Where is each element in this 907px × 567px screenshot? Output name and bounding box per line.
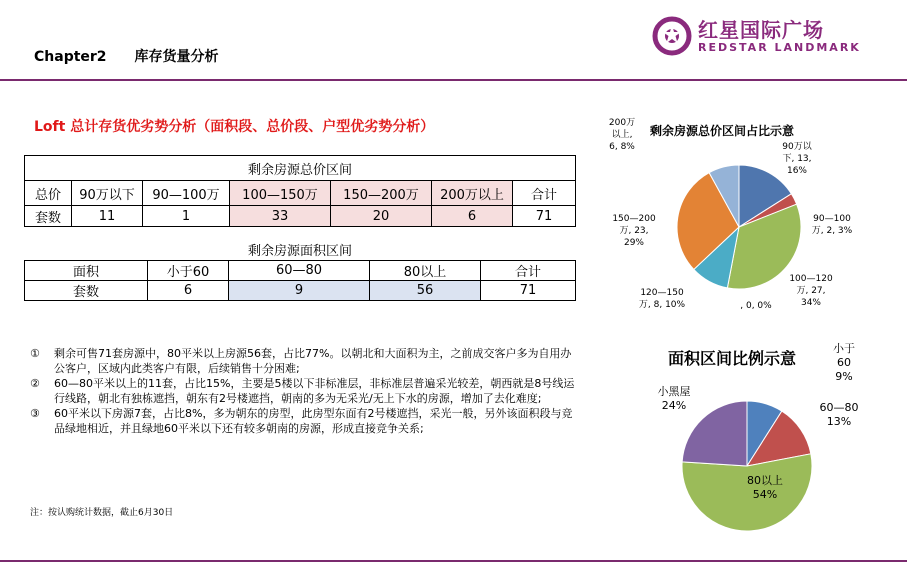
- area-pie-chart: [680, 399, 814, 533]
- price-value-cell: 71: [513, 206, 576, 227]
- price-value-cell: 1: [143, 206, 230, 227]
- area-pie-title: 面积区间比例示意: [668, 349, 797, 368]
- price-label-150-200: 150—200 万, 23, 29%: [612, 214, 656, 248]
- area-header-cell: 80以上: [370, 261, 481, 281]
- area-value-cell: 56: [370, 281, 481, 301]
- price-header-cell: 90万以下: [72, 181, 143, 206]
- note-item: [30, 346, 578, 376]
- area-header-cell: 合计: [481, 261, 576, 281]
- note-number: ①: [30, 347, 40, 360]
- page-title: Chapter2 库存货量分析: [34, 49, 219, 65]
- header-divider: [0, 79, 907, 81]
- price-label-zero: , 0, 0%: [740, 301, 772, 311]
- area-label-80-above: 80以上 54%: [747, 474, 783, 501]
- area-label-small-dark: 小黑屋 24%: [657, 385, 691, 412]
- note-number: ②: [30, 377, 40, 390]
- area-header-cell: 60—80: [229, 261, 370, 281]
- price-row-label: 套数: [25, 206, 72, 227]
- logo-en-text: REDSTAR LANDMARK: [698, 41, 861, 54]
- price-label-120-150: 120—150 万, 8, 10%: [638, 288, 686, 310]
- price-label-below-90: 90万以 下, 13, 16%: [782, 142, 812, 176]
- brand-logo: [652, 14, 882, 60]
- note-text: 60平米以下房源7套，占比8%，多为朝东的房型，此房型东面有2号楼遮挡，采光一般，另外该面积段与竞品绿地相近，并且绿地60平米以下还有较多朝南的房源，形成直接竞争关系;: [54, 407, 573, 435]
- price-header-cell: 200万以上: [432, 181, 513, 206]
- note-text: 60—80平米以上的11套，占比15%，主要是5楼以下非标准层，非标准层普遍采光较差，朝西就是8号线运行线路，朝北有独栋遮挡，朝东有2号楼遮挡，朝南的多为无采光/无上下水的房源，增加了去化难度;: [54, 377, 575, 405]
- area-value-cell: 71: [481, 281, 576, 301]
- area-label-60-80: 60—80 13%: [819, 401, 859, 428]
- note-number: ③: [30, 407, 40, 420]
- note-text: 剩余可售71套房源中，80平米以上房源56套，占比77%。以朝北和大面积为主，之前成交客户多为自用办公客户，区域内此类客户有限，后续销售十分困难;: [54, 347, 572, 375]
- price-header-cell: 90—100万: [143, 181, 230, 206]
- area-range-table: [24, 260, 576, 301]
- area-row-label: 套数: [25, 281, 148, 301]
- area-label-below-60: 小于 60 9%: [833, 342, 855, 383]
- price-pie-chart: [674, 162, 804, 292]
- section-heading: Loft 总计存货优劣势分析（面积段、总价段、户型优劣势分析）: [34, 119, 435, 135]
- price-pie-title: 剩余房源总价区间占比示意: [650, 124, 795, 138]
- footnote: 注：按认购统计数据，截止6月30日: [30, 508, 174, 518]
- price-header-cell: 100—150万: [230, 181, 331, 206]
- footer-divider: [0, 560, 907, 562]
- price-label-200-above: 200万 以上, 6, 8%: [608, 118, 636, 152]
- area-header-cell: 面积: [25, 261, 148, 281]
- note-item: [30, 406, 578, 436]
- price-header-cell: 总价: [25, 181, 72, 206]
- price-header-cell: 150—200万: [331, 181, 432, 206]
- analysis-notes: [30, 346, 578, 436]
- note-item: [30, 376, 578, 406]
- price-label-100-120: 100—120 万, 27, 34%: [789, 274, 833, 308]
- price-value-cell: 11: [72, 206, 143, 227]
- price-label-90-100: 90—100 万, 2, 3%: [811, 214, 853, 236]
- area-table-title: 剩余房源面积区间: [247, 244, 352, 259]
- area-header-cell: 小于60: [148, 261, 229, 281]
- price-range-table: [24, 155, 576, 227]
- area-value-cell: 9: [229, 281, 370, 301]
- price-table-title: 剩余房源总价区间: [25, 156, 576, 181]
- logo-cn-text: 红星国际广场: [698, 18, 824, 42]
- logo-icon: [652, 16, 692, 56]
- price-value-cell: 6: [432, 206, 513, 227]
- price-value-cell: 20: [331, 206, 432, 227]
- price-value-cell: 33: [230, 206, 331, 227]
- price-header-cell: 合计: [513, 181, 576, 206]
- area-value-cell: 6: [148, 281, 229, 301]
